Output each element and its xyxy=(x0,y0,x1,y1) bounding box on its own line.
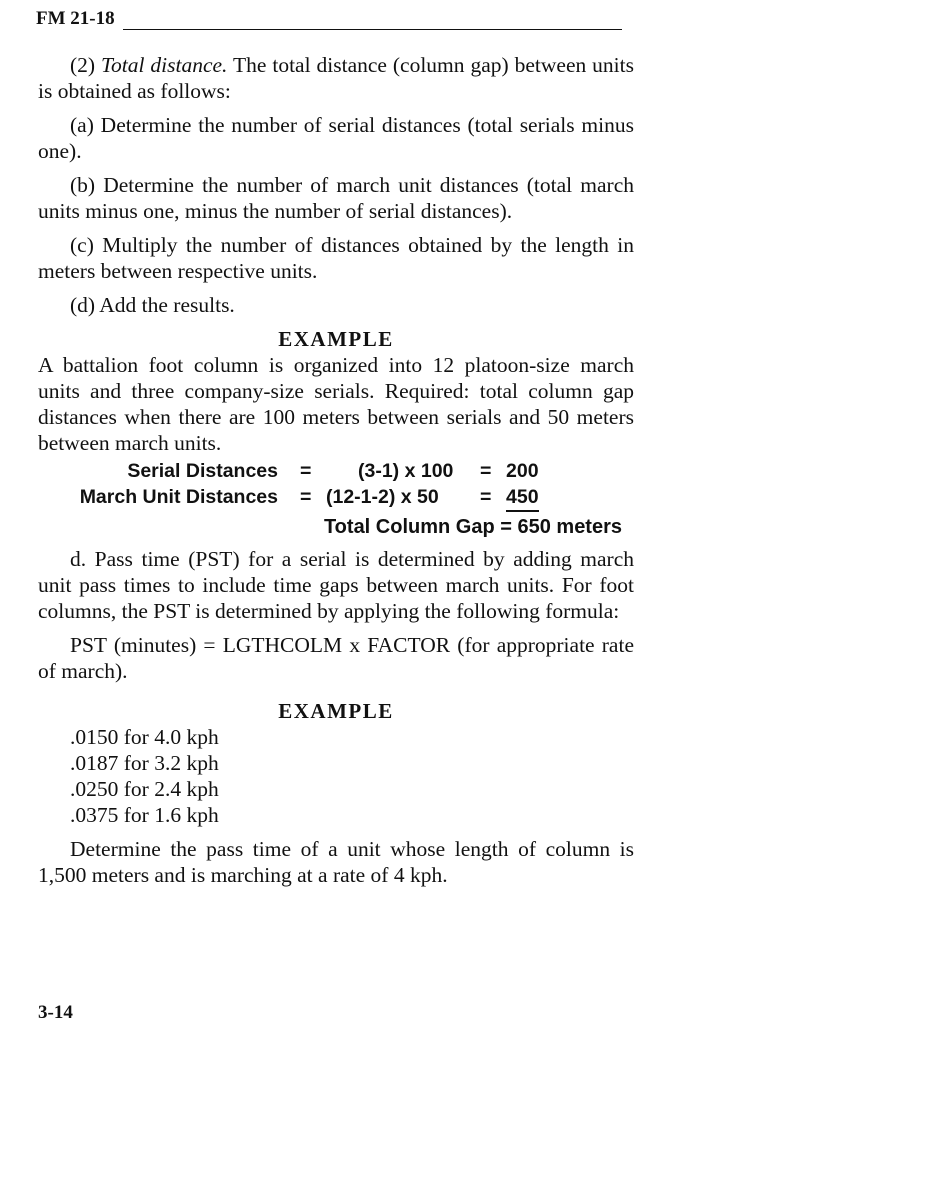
paragraph-title: Total distance. xyxy=(101,53,228,77)
calc-result: 450 xyxy=(506,484,539,512)
example-heading-2: EXAMPLE xyxy=(278,699,394,723)
column-gap-calculation xyxy=(38,458,634,542)
paragraph-text: The total distance (column gap) between units is obtained as follows: xyxy=(38,53,634,103)
rate-factor-item: .0187 for 3.2 kph xyxy=(70,751,219,775)
rate-factor-item: .0375 for 1.6 kph xyxy=(70,803,219,827)
calc-label: March Unit Distances xyxy=(79,486,278,508)
calc-row-march-unit xyxy=(38,484,634,510)
rate-factor-item: .0250 for 2.4 kph xyxy=(70,777,219,801)
total-column-gap: Total Column Gap = 650 meters xyxy=(323,516,622,538)
page-number: 3-14 xyxy=(38,1002,73,1023)
example-text-1: A battalion foot column is organized into 12 platoon-size march units and three company-size serials. Required: total column gap distances when there are 100 meters between serials and 50 meters between march units. xyxy=(38,353,634,455)
calc-expression: (12-1-2) x 50 xyxy=(326,486,439,508)
rate-factor-item: .0150 for 4.0 kph xyxy=(70,725,219,749)
step-a: (a) Determine the number of serial distances (total serials minus one). xyxy=(38,113,634,163)
calc-result: 200 xyxy=(506,460,539,482)
step-b: (b) Determine the number of march unit distances (total march units minus one, minus the number of serial distances). xyxy=(38,173,634,223)
example-heading-1: EXAMPLE xyxy=(278,327,394,351)
manual-id: FM 21-18 xyxy=(36,8,115,29)
rate-factor-list xyxy=(70,724,634,828)
page-body xyxy=(38,52,634,896)
paragraph-number: (2) xyxy=(70,53,96,77)
calc-equals: = xyxy=(300,460,312,482)
example-text-2: Determine the pass time of a unit whose length of column is 1,500 meters and is marching at a rate of 4 kph. xyxy=(38,837,634,887)
paragraph-total-distance xyxy=(38,52,634,104)
calc-expression: (3-1) x 100 xyxy=(358,460,454,482)
header-rule xyxy=(123,11,622,30)
calc-equals: = xyxy=(480,486,492,508)
paragraph-d: d. Pass time (PST) for a serial is determined by adding march unit pass times to include time gaps between march units. For foot columns, the PST is determined by applying the following formula: xyxy=(38,547,634,623)
pst-formula: PST (minutes) = LGTHCOLM x FACTOR (for appropriate rate of march). xyxy=(38,633,634,683)
calc-row-serial xyxy=(38,458,634,484)
running-header xyxy=(36,8,622,30)
calc-label: Serial Distances xyxy=(127,460,278,482)
calc-equals: = xyxy=(300,486,312,508)
step-d: (d) Add the results. xyxy=(70,293,235,317)
calc-equals: = xyxy=(480,460,492,482)
step-c: (c) Multiply the number of distances obtained by the length in meters between respective units. xyxy=(38,233,634,283)
